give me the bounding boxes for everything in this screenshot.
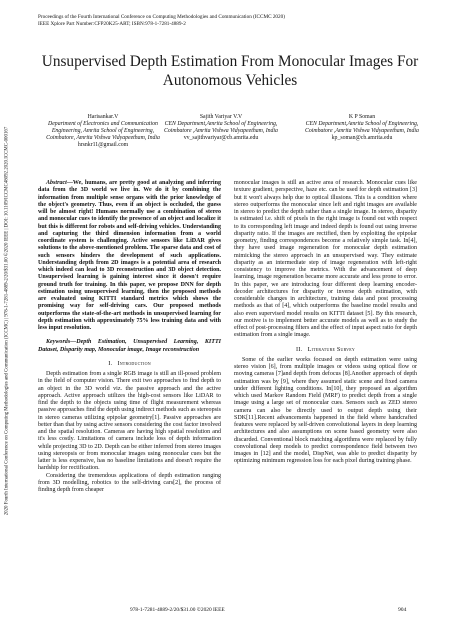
literature-paragraph-1: Some of the earlier works focused on depth estimation were using stereo vision [6], from multiple images or videos using optical flow or moving cameras [7]and depth from defocus [8].Another approach of depth estimation was by [9], where they assumed static scene and fixed camera under different lighting conditions. In[10], they proposed an algorithm which used Markov Random Field (MRF) to predict depth from a single image using a large set of monocular cues. Sensors such as ZED stereo camera can also be directly used to output depth using their SDK[11].Recent advancements happened in the field where handcrafted features were replaced by self-driven convolutional layers in deep learning architectures and also assumptions on scene based geometry were also discarded. Conventional block matching algorithms were replaced by fully convolutional deep models to predict correspondence field between two images in [12] and the model, DispNet, was able to predict disparity by optimizing minimum regression loss for each pixel during training phase. [234, 356, 417, 465]
abstract [38, 180, 221, 332]
author-3-name: K P Soman [348, 114, 376, 120]
abstract-text: We, humans, are pretty good at analyzing and inferring data from the 3D world we live in. We do it by combining the information from multiple sense organs with the prior knowledge of the object's geometry. Thus, even if an object is occluded, the guess will be almost right! Humans normally use a combination of stereo and monocular cues to identify the presence of an object and localize it but this is different for robots and self-driving vehicles. Understanding and capturing the third dimension information from a world coordinate system is challenging. Active sensors like LiDAR gives solutions to the above-mentioned problem. The sparse data and cost of such sensors hinders the development of such applications. Understanding depth from 2D images is a potential area of research which indeed can lead to 3D reconstruction and 3D object detection. Unsupervised learning is gaining interest since it doesn't require ground truth for training. In this paper, we propose DNN for depth estimation using unsupervised learning, then the proposed methods are evaluated using KITTI standard metrics which shows the promising way for self-driving cars. Our proposed methods outperforms the state-of-the-art methods in unsupervised learning for depth estimation with approximately 75% less training data and with less input resolution. [38, 180, 221, 331]
author-1 [38, 114, 168, 149]
author-3-email: kp_soman@cb.amrita.edu [331, 135, 393, 142]
author-2 [156, 114, 286, 142]
author-3 [297, 114, 427, 142]
side-identifier [0, 86, 14, 556]
page-number: 904 [398, 607, 407, 613]
author-1-name: Harisankar.V [87, 114, 119, 120]
section-heading-literature-survey [234, 346, 417, 353]
side-identifier-text: 2020 Fourth International Conference on Computing Methodologies and Communication (ICCMC) | 978-1-7281-4889-2/20/$31.00 ©2020 IEEE | DOI: 10.1109/ICCMC48092.2020.ICCMC-000167 [4, 126, 10, 516]
section-title: Literature Survey [307, 345, 355, 353]
abstract-label: Abstract— [46, 180, 73, 186]
author-2-email: vv_sajithvariyar@cb.amrita.edu [183, 135, 259, 142]
left-column [38, 180, 221, 494]
conference-header-line-2: IEEE Xplore Part Number:CFP20K25-ART; ISBN:978-1-7281-4889-2 [38, 21, 186, 27]
keywords-label: Keywords— [46, 339, 77, 346]
keywords-text: Depth Estimation, Unsupervised Learning, KITTI Dataset, Disparity map, Monocular image, Image reconstruction [38, 339, 221, 353]
author-2-affiliation: CEN Department,Amrita School of Engineering, Coimbatore ,Amrita Vishwa Vidyapeetham, India [164, 121, 278, 135]
author-1-email: hrsnkr11@gmail.com [77, 142, 129, 149]
intro-paragraph-1: Depth estimation from a single RGB image is still an ill-posed problem in the field of computer vision. There exit two approaches to find depth to an object in the 3D world viz. the passive approach and the active approach. Active approach utilizes the high-cost sensors like LiDAR to find the depth to the objects using time of flight measurement whereas passive approaches find the depth using indirect methods such as stereopsis in stereo cameras utilizing epipolar geometry[1]. Passive approaches are better than that by using active sensors considering the cost factor involved and the spatial resolution. Cameras are having high spatial resolution and it's less costly. Limitations of camera include loss of depth information while projecting 3D to 2D. Depth can be either inferred from stereo images using stereopsis or from monocular images using monocular cues but the latter is less expensive, has no baseline limitations and doesn't require the hardship for rectification. [38, 371, 221, 472]
author-1-affiliation: Department of Electronics and Communication Engineering, Amrita School of Engineering, Coimbatore, Amrita Vishwa Vidyapeetham, India [46, 121, 160, 142]
intro-continued-paragraph: monocular images is still an active area of research. Monocular cues like texture gradient, perspective, haze etc. can be used for depth estimation [3] but it won't always help due to optical illusions. This is a condition where stereo outperforms the monocular since left and right images are available in stereo to predict the depth rather than a single image. In stereo, disparity is estimated i.e. shift of pixels in the right image is found out with respect to its corresponding left image and indeed depth is found out using inverse disparity ratio. If the images are rectified, then by exploiting the epipolar geometry, finding correspondences become a relatively simple task. In[4], they have used image regeneration for monocular depth estimation mimicking the stereo approach in an unsupervised way. They estimate disparity as an intermediate step of image regeneration with left-right consistency to improve the metrics. With the advancement of deep learning, image regeneration became more accurate and less prone to error. In this paper, we are introducing four different deep learning encoder-decoder architectures for disparity or inverse depth estimation, with considerable changes in architecture, training data and post processing methods as that of [4], which outperforms the baseline model results and also even supervised model results on KITTI dataset [5]. By this research, our motive is to implement better accurate models as well as to study the effect of post-processing filters and the effect of input aspect ratio for depth estimation from a single image. [234, 180, 417, 339]
section-title: Introduction [117, 359, 151, 367]
keywords [38, 339, 221, 354]
intro-paragraph-2: Considering the tremendous applications of depth estimation ranging from 3D modelling, robotics to the self-driving cars[2], the process of finding depth from cheaper [38, 472, 221, 493]
footer-copyright: 978-1-7281-4889-2/20/$31.00 ©2020 IEEE [130, 607, 225, 613]
right-column [234, 180, 417, 466]
conference-header-line-1: Proceedings of the Fourth International Conference on Computing Methodologies and Communication (ICCMC 2020) [38, 14, 285, 20]
author-3-affiliation: CEN Department,Amrita School of Engineering, Coimbatore ,Amrita Vishwa Vidyapeetham, India [305, 121, 419, 135]
author-2-name: Sajith Variyar V.V [199, 114, 243, 120]
section-number: I. [108, 359, 113, 367]
section-number: II. [296, 345, 303, 353]
section-heading-introduction [38, 360, 221, 367]
paper-title: Unsupervised Depth Estimation From Monocular Images For Autonomous Vehicles [41, 53, 419, 89]
